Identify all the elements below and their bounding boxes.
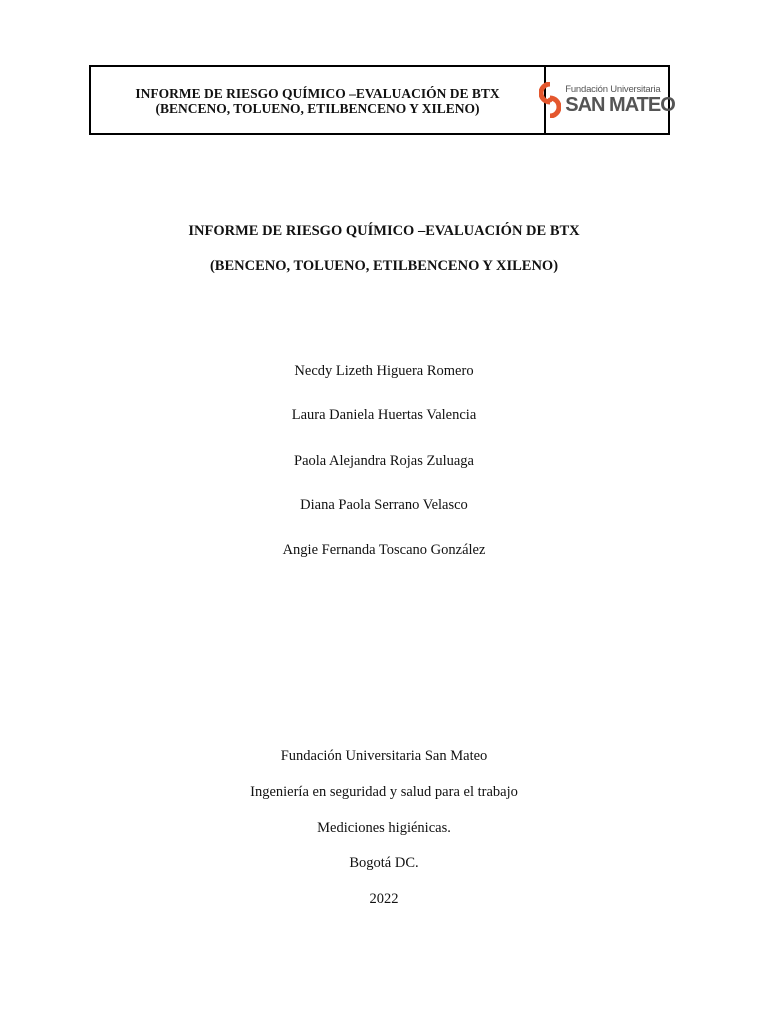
year: 2022 xyxy=(369,891,399,907)
program-name: Ingeniería en seguridad y salud para el trabajo xyxy=(250,784,518,800)
header-title xyxy=(91,67,546,133)
author-name: Diana Paola Serrano Velasco xyxy=(300,497,468,513)
author-name: Necdy Lizeth Higuera Romero xyxy=(294,363,474,379)
city: Bogotá DC. xyxy=(349,855,419,871)
institution-name: Fundación Universitaria San Mateo xyxy=(280,748,488,764)
logo-line1: Fundación Universitaria xyxy=(565,83,661,95)
author-name: Paola Alejandra Rojas Zuluaga xyxy=(294,453,474,469)
header-title-line1: INFORME DE RIESGO QUÍMICO –EVALUACIÓN DE BTX xyxy=(135,86,500,101)
header-logo-cell xyxy=(546,67,675,133)
document-title-line2: (BENCENO, TOLUENO, ETILBENCENO Y XILENO) xyxy=(209,258,559,274)
san-mateo-logo-icon xyxy=(539,82,561,118)
header-title-line2: (BENCENO, TOLUENO, ETILBENCENO Y XILENO) xyxy=(155,101,480,116)
course-name: Mediciones higiénicas. xyxy=(317,820,451,836)
author-name: Laura Daniela Huertas Valencia xyxy=(291,407,477,423)
document-title-line1: INFORME DE RIESGO QUÍMICO –EVALUACIÓN DE BTX xyxy=(188,223,580,239)
header-box xyxy=(89,65,675,135)
logo-line2: SAN MATEO xyxy=(565,94,675,117)
university-logo xyxy=(539,82,675,118)
author-name: Angie Fernanda Toscano González xyxy=(282,542,486,558)
